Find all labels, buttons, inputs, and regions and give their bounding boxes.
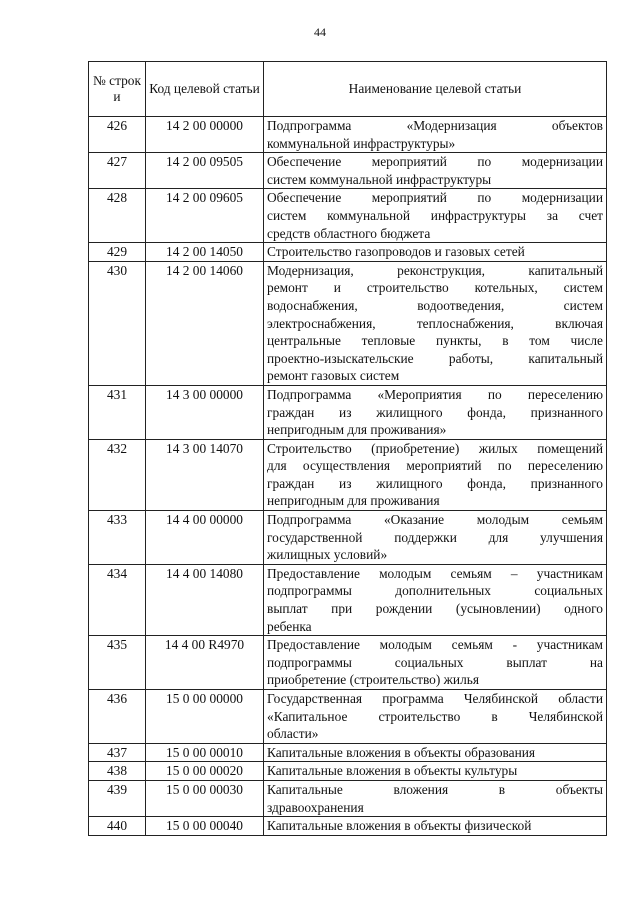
row-number-cell: 437 xyxy=(89,743,146,762)
target-code-cell: 15 0 00 00030 xyxy=(146,780,264,816)
target-code-cell: 15 0 00 00040 xyxy=(146,817,264,836)
table-row xyxy=(89,243,607,262)
target-name-line: Капитальные вложения в объекты xyxy=(267,781,603,797)
target-name-line: здравоохранения xyxy=(267,799,364,815)
target-name-cell xyxy=(264,243,607,262)
target-name-line: Обеспечение мероприятий по модернизации xyxy=(267,190,603,206)
target-name-line: ребенка xyxy=(267,618,312,634)
target-name-line: ремонт и строительство котельных, систем xyxy=(267,280,603,296)
row-number-cell: 439 xyxy=(89,780,146,816)
target-name-line: Капитальные вложения в объекты культуры xyxy=(267,763,518,779)
target-name-line: систем коммунальной инфраструктуры xyxy=(267,171,492,187)
target-name-line: непригодным для проживания xyxy=(267,493,440,509)
table-row xyxy=(89,439,607,510)
target-name-line: «Капитальное строительство в Челябинской xyxy=(267,708,603,724)
target-name-cell xyxy=(264,817,607,836)
target-name-line: государственной поддержки для улучшения xyxy=(267,529,603,545)
target-name-line: средств областного бюджета xyxy=(267,225,431,241)
target-code-cell: 14 4 00 R4970 xyxy=(146,636,264,690)
header-target-name xyxy=(264,62,607,117)
row-number-cell: 432 xyxy=(89,439,146,510)
table-row xyxy=(89,817,607,836)
row-number-cell: 426 xyxy=(89,117,146,153)
header-target-code xyxy=(146,62,264,117)
target-name-line: Подпрограмма «Модернизация объектов xyxy=(267,118,603,133)
target-name-cell xyxy=(264,117,607,153)
header-row-number-label: № строки xyxy=(93,73,141,104)
row-number-cell: 435 xyxy=(89,636,146,690)
target-name-line: для осуществления мероприятий по переселению xyxy=(267,458,603,474)
table-row xyxy=(89,564,607,635)
target-name-line: коммунальной инфраструктуры» xyxy=(267,135,456,151)
row-number-cell: 438 xyxy=(89,762,146,781)
target-name-cell xyxy=(264,511,607,565)
target-code-cell: 15 0 00 00010 xyxy=(146,743,264,762)
table-row xyxy=(89,117,607,153)
target-name-line: Капитальные вложения в объекты физической xyxy=(267,818,532,834)
target-name-line: Модернизация, реконструкция, капитальный xyxy=(267,262,603,278)
target-code-cell: 14 2 00 14060 xyxy=(146,261,264,385)
target-name-line: граждан из жилищного фонда, признанного xyxy=(267,404,603,420)
target-name-line: жилищных условий» xyxy=(267,547,388,563)
target-name-line: центральные тепловые пункты, в том числе xyxy=(267,333,603,349)
header-target-code-label: Код целевой статьи xyxy=(149,81,260,96)
target-name-line: ремонт газовых систем xyxy=(267,368,400,384)
target-name-line: Подпрограмма «Оказание молодым семьям xyxy=(267,512,603,528)
target-name-line: Предоставление молодым семьям - участникам xyxy=(267,637,603,653)
target-code-cell: 15 0 00 00000 xyxy=(146,690,264,744)
row-number-cell: 436 xyxy=(89,690,146,744)
target-name-cell xyxy=(264,780,607,816)
target-name-line: непригодным для проживания» xyxy=(267,422,447,438)
page-number: 44 xyxy=(314,25,326,39)
target-name-cell xyxy=(264,743,607,762)
table-row xyxy=(89,743,607,762)
target-name-line: области» xyxy=(267,726,319,742)
target-name-line: подпрограммы дополнительных социальных xyxy=(267,583,603,599)
row-number-cell: 428 xyxy=(89,189,146,243)
target-name-line: Обеспечение мероприятий по модернизации xyxy=(267,154,603,170)
table-row xyxy=(89,261,607,385)
target-name-cell xyxy=(264,261,607,385)
table-header-row xyxy=(89,62,607,117)
table-row xyxy=(89,385,607,439)
target-name-line: Капитальные вложения в объекты образования xyxy=(267,744,536,760)
budget-items-table xyxy=(88,61,607,836)
target-name-line: Строительство (приобретение) жилых помещений xyxy=(267,440,603,456)
header-row-number xyxy=(89,62,146,117)
header-target-name-label: Наименование целевой статьи xyxy=(348,81,522,96)
target-code-cell: 14 2 00 00000 xyxy=(146,117,264,153)
target-name-line: приобретение (строительство) жилья xyxy=(267,672,480,688)
row-number-cell: 431 xyxy=(89,385,146,439)
row-number-cell: 434 xyxy=(89,564,146,635)
row-number-cell: 430 xyxy=(89,261,146,385)
target-name-line: Строительство газопроводов и газовых сетей xyxy=(267,244,525,260)
target-name-line: водоснабжения, водоотведения, систем xyxy=(267,297,603,313)
target-code-cell: 14 4 00 14080 xyxy=(146,564,264,635)
target-code-cell: 14 2 00 14050 xyxy=(146,243,264,262)
target-name-line: электроснабжения, теплоснабжения, включая xyxy=(267,315,603,331)
table-row xyxy=(89,780,607,816)
row-number-cell: 440 xyxy=(89,817,146,836)
target-name-line: систем коммунальной инфраструктуры за счет xyxy=(267,207,603,223)
table-row xyxy=(89,690,607,744)
target-name-cell xyxy=(264,385,607,439)
row-number-cell: 433 xyxy=(89,511,146,565)
table-row xyxy=(89,762,607,781)
row-number-cell: 429 xyxy=(89,243,146,262)
target-name-line: граждан из жилищного фонда, признанного xyxy=(267,475,603,491)
target-name-line: Предоставление молодым семьям – участникам xyxy=(267,565,603,581)
target-name-cell xyxy=(264,762,607,781)
target-name-line: проектно-изыскательские работы, капитальный xyxy=(267,350,603,366)
target-code-cell: 14 3 00 00000 xyxy=(146,385,264,439)
target-name-cell xyxy=(264,189,607,243)
target-name-cell xyxy=(264,690,607,744)
row-number-cell: 427 xyxy=(89,153,146,189)
target-code-cell: 14 3 00 14070 xyxy=(146,439,264,510)
table-row xyxy=(89,189,607,243)
target-name-line: подпрограммы социальных выплат на xyxy=(267,654,603,670)
table-row xyxy=(89,153,607,189)
target-code-cell: 14 4 00 00000 xyxy=(146,511,264,565)
target-name-line: Государственная программа Челябинской области xyxy=(267,691,603,706)
target-name-cell xyxy=(264,564,607,635)
target-name-cell xyxy=(264,439,607,510)
table-row xyxy=(89,511,607,565)
table-row xyxy=(89,636,607,690)
target-name-line: выплат при рождении (усыновлении) одного xyxy=(267,601,603,617)
target-code-cell: 14 2 00 09605 xyxy=(146,189,264,243)
target-code-cell: 15 0 00 00020 xyxy=(146,762,264,781)
target-code-cell: 14 2 00 09505 xyxy=(146,153,264,189)
target-name-cell xyxy=(264,153,607,189)
table-body xyxy=(89,117,607,836)
target-name-line: Подпрограмма «Мероприятия по переселению xyxy=(267,386,603,402)
target-name-cell xyxy=(264,636,607,690)
